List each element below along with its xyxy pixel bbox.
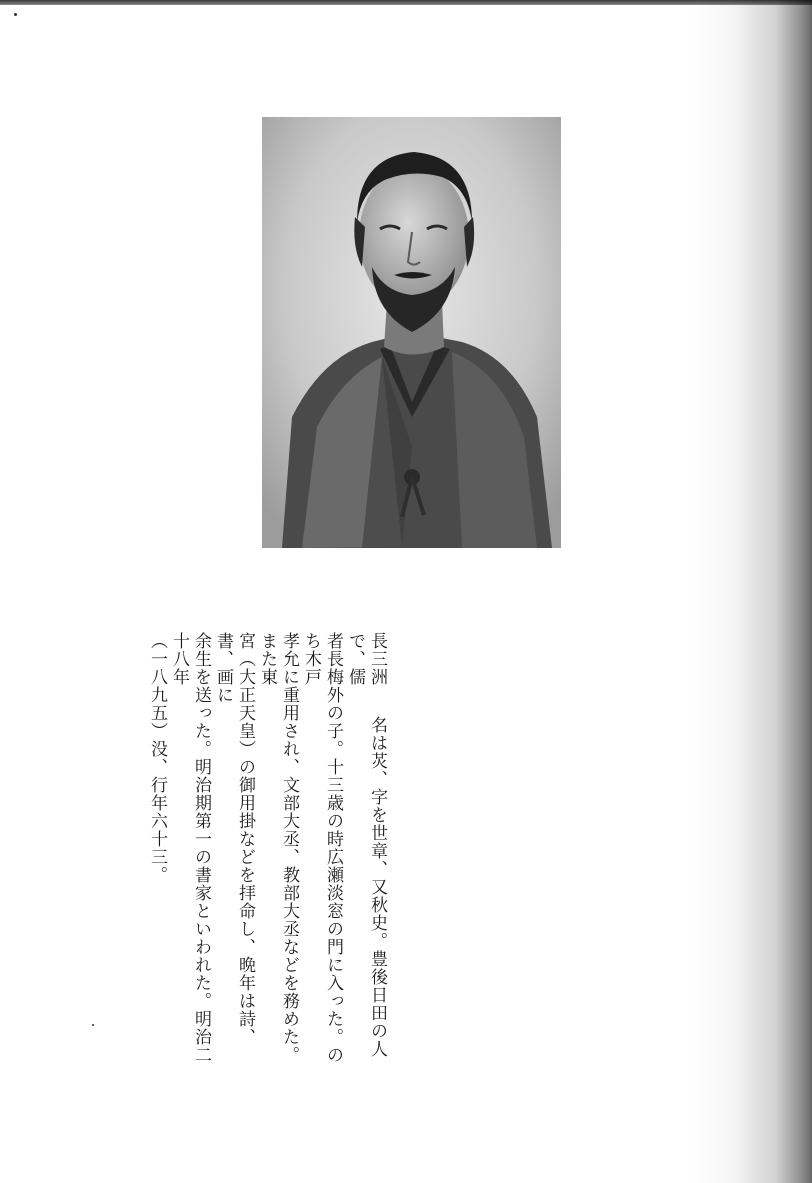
caption-line: 者長梅外の子。十三歳の時広瀬淡窓の門に入った。のち木戸 [301,632,343,1064]
biography-caption [147,632,388,1072]
portrait-illustration [262,117,561,548]
caption-line: 宮（大正天皇）の御用掛などを拝命し、晩年は詩、書、画に [213,632,255,1046]
caption-line: 余生を送った。明治期第一の書家といわれた。明治二十八年 [169,632,211,1064]
caption-line-1-body: 名は炗、字を世章、又秋史。豊後日田の人で、儒 [345,632,387,1058]
caption-line: 孝允に重用され、文部大丞、教部大丞などを務めた。また東 [257,632,299,1064]
scan-speck [92,1024,94,1026]
scan-speck [14,13,17,16]
page-top-edge [0,0,812,5]
page-spine-shadow [692,0,812,1183]
caption-line: （一八九五）没、行年六十三。 [147,632,167,884]
caption-line [344,632,388,1072]
portrait-photo [262,117,561,548]
caption-name: 長三洲 [367,632,387,686]
